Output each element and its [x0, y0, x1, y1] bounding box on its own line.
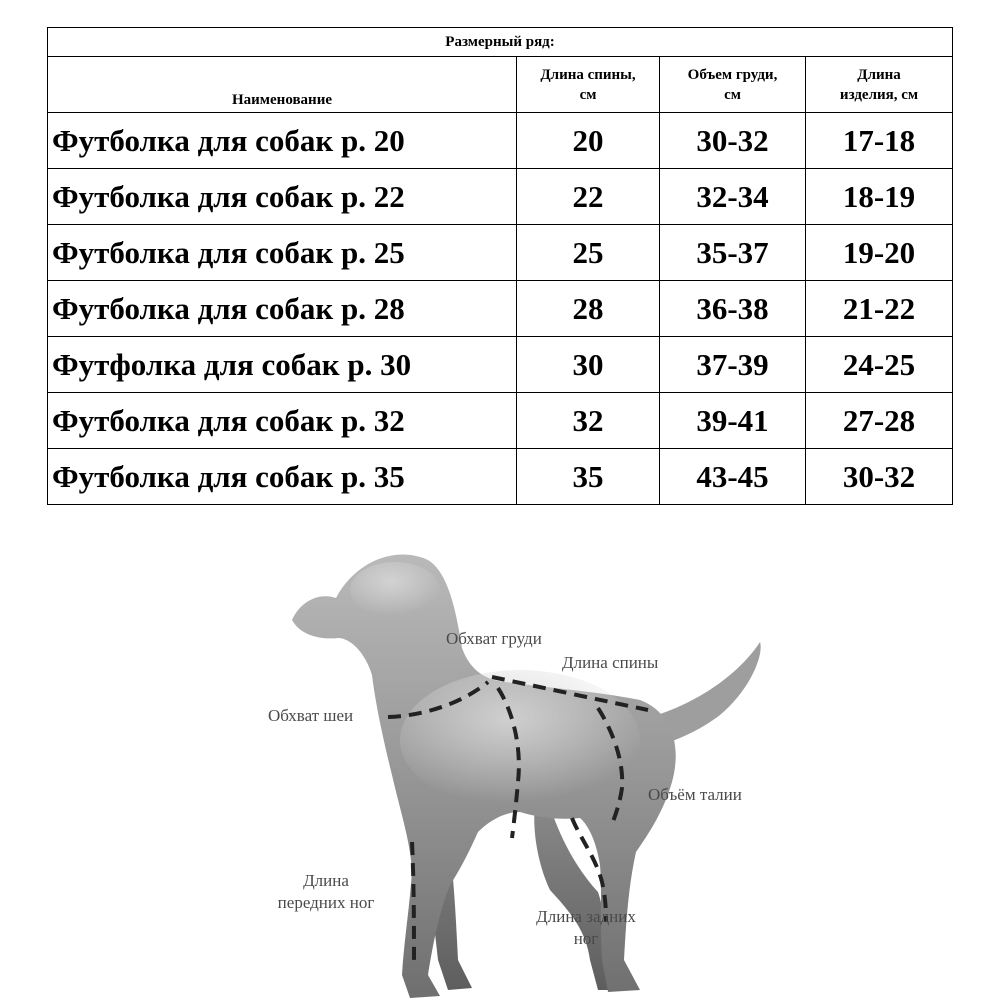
head-highlight	[350, 562, 440, 618]
table-caption: Размерный ряд:	[48, 28, 953, 57]
length-value: 17-18	[806, 113, 953, 169]
table-row	[48, 169, 953, 225]
back-length-value: 35	[517, 449, 660, 505]
length-value: 19-20	[806, 225, 953, 281]
length-value: 27-28	[806, 393, 953, 449]
chest-value: 39-41	[660, 393, 806, 449]
table-row	[48, 337, 953, 393]
length-value: 30-32	[806, 449, 953, 505]
back-length-value: 32	[517, 393, 660, 449]
dog-illustration	[0, 520, 1000, 1000]
length-value: 24-25	[806, 337, 953, 393]
label-waist: Объём талии	[648, 785, 742, 804]
table-row	[48, 449, 953, 505]
body-highlight	[400, 670, 640, 810]
header-back-length: Длина спины, см	[517, 57, 660, 113]
table-row	[48, 113, 953, 169]
back-length-value: 28	[517, 281, 660, 337]
table-row	[48, 281, 953, 337]
chest-value: 36-38	[660, 281, 806, 337]
product-name: Футболка для собак р. 22	[48, 169, 517, 225]
chest-value: 35-37	[660, 225, 806, 281]
back-length-value: 20	[517, 113, 660, 169]
back-length-value: 30	[517, 337, 660, 393]
label-neck-girth: Обхват шеи	[268, 706, 354, 725]
product-name: Футболка для собак р. 35	[48, 449, 517, 505]
product-name: Футболка для собак р. 32	[48, 393, 517, 449]
table-row	[48, 393, 953, 449]
header-chest: Объем груди, см	[660, 57, 806, 113]
label-hind-legs: Длина задних ног	[536, 907, 636, 948]
product-name: Футфолка для собак р. 30	[48, 337, 517, 393]
product-name: Футболка для собак р. 25	[48, 225, 517, 281]
chest-value: 30-32	[660, 113, 806, 169]
length-value: 18-19	[806, 169, 953, 225]
header-name: Наименование	[48, 57, 517, 113]
table-header-row	[48, 57, 953, 113]
back-length-value: 22	[517, 169, 660, 225]
table-row	[48, 225, 953, 281]
product-name: Футболка для собак р. 20	[48, 113, 517, 169]
dog-measurement-diagram	[0, 520, 1000, 1000]
chest-value: 43-45	[660, 449, 806, 505]
label-front-legs: Длина передних ног	[277, 871, 375, 912]
label-back-length: Длина спины	[562, 653, 659, 672]
chest-value: 37-39	[660, 337, 806, 393]
chest-value: 32-34	[660, 169, 806, 225]
length-value: 21-22	[806, 281, 953, 337]
label-chest-girth: Обхват груди	[446, 629, 542, 648]
back-length-value: 25	[517, 225, 660, 281]
product-name: Футболка для собак р. 28	[48, 281, 517, 337]
size-table	[47, 27, 953, 505]
header-length: Длина изделия, см	[806, 57, 953, 113]
